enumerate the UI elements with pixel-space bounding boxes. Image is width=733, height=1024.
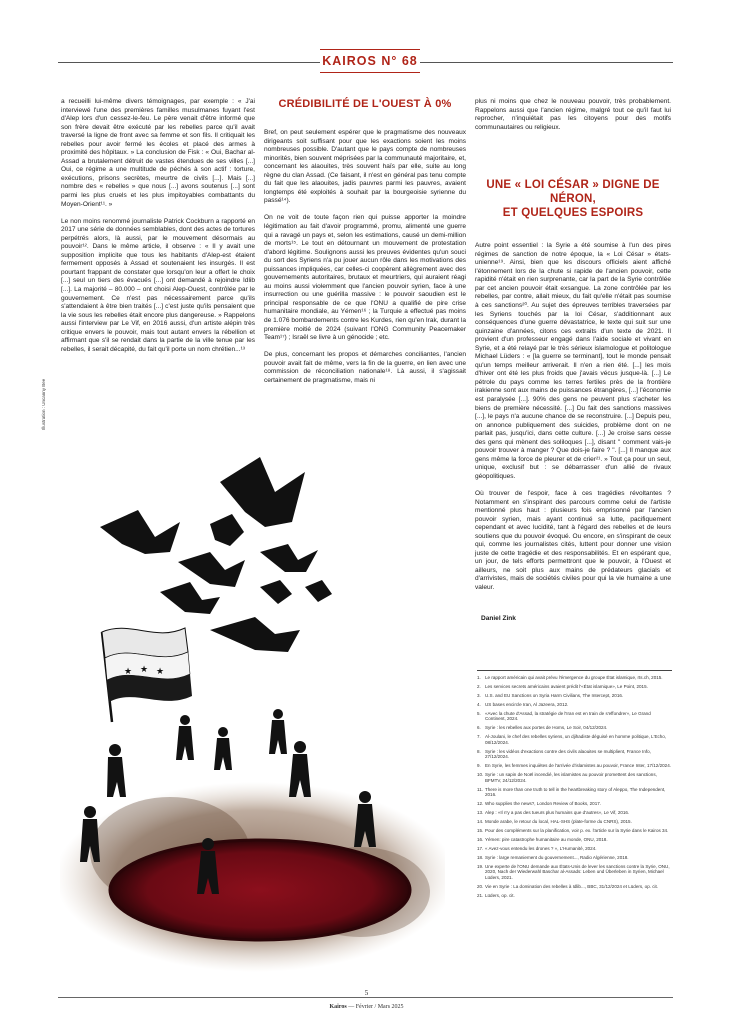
svg-text:★: ★ <box>124 667 133 677</box>
footnote-text: Al-Joulani, le chef des rebelles syriens, un djihadiste déguisé en homme politique, L'Echo, 08/12/2024. <box>485 734 667 745</box>
footnote-text: Syrie : les vidéos d'exactions contre des civils alaouites se multiplient, France Info, 27/12/2024. <box>485 748 651 760</box>
footnote-number: 7. <box>477 734 481 740</box>
footnote-number: 10. <box>477 772 484 778</box>
footnote-text: Pour des compléments sur la planification, voir p. ex. l'article sur la Syrie dans le Kairos 34. <box>485 827 669 833</box>
footnote <box>477 702 672 708</box>
header-rule-right <box>420 62 673 63</box>
illustration-crows-flag <box>60 452 445 972</box>
footnote-number: 3. <box>477 692 481 698</box>
footnote-number: 20. <box>477 883 484 889</box>
footnote-number: 2. <box>477 683 481 689</box>
footnote-text: En Syrie, les femmes inquiètes de l'arrivée d'islamistes au pouvoir, France Inter, 17/12/2024. <box>485 763 671 769</box>
paragraph: Autre point essentiel : la Syrie a été soumise à l'un des pires régimes de sanction de notre époque, la « Loi César » états-unienne¹⁹. Ainsi, bien que les discours officiels aient affiché l'étonnement lors de la chute si rapide de l'ancien pouvoir, cette rapidité n'était en rien surprenante, car la part de la Syrie contrôlée par cet ancien pouvoir était exsangue. La zone contrôlée par les rebelles, par contre, allait mieux, du fait qu'elle n'était pas soumise à ces sanctions²⁰. Au sujet des épreuves terribles traversées par les Syriens touchés par la loi César, s'additionnant aux conséquences d'une guerre dévastatrice, le texte qui suit sur une quinzaine d'années, citons ces extraits d'un texte de 2021. Il provient d'un professeur engagé dans l'aide sociale et vivant en Syrie, et a été relayé par le très sérieux islamologue et politologue Michael Lüders : « [la guerre se terminant], tout le monde pensait qu'un temps meilleur arriverait. Il n'en a rien été. [...] les mois d'hiver ont été les plus froids que j'avais vécus jusque-là. [...] Le pétrole du pays comme les terres fertiles près de la frontière irakienne sont aux mains de puissances étrangères, [...] l'économie est paralysée [...]. 90% des gens ne peuvent plus s'acheter les biens de première nécessité. [...] Du fait des sanctions massives [...], le pays n'a aucune chance de se reconstruire. [...] Depuis peu, on annonce publiquement des suicides, problème dont on ne parlait pas, jusqu'ici, dans cette culture. [...] Je croise sans cesse des gens qui mènent des soliloques [...], disant " comment vais-je pouvoir trouver à manger ? Que dois-je faire ? ". [...] Il manque aux gens même la force de pleurer et de crier²¹. » Tout ça pour un seul, unique, exclusif but : se débarrasser d'un allié de rivaux géopolitiques. <box>475 242 671 480</box>
footnote <box>477 772 672 783</box>
footnote-number: 13. <box>477 810 484 816</box>
footnote <box>477 819 672 825</box>
footnote-number: 9. <box>477 763 481 769</box>
footnote <box>477 734 672 745</box>
paragraph: a recueilli lui-même divers témoignages, par exemple : « J'ai interviewé l'une des premières familles musulmanes fuyant l'est d'Alep lors d'un cessez-le-feu. Le père venait d'être informé que son frère devait être exécuté par les rebelles parce qu'il avait traversé la ligne de front avec sa femme et son fils. Il critiquait les rebelles pour avoir fermé les écoles et placé des armes à proximité des hôpitaux. » La conclusion de Fisk : « Oui, Bachar al-Assad a brutalement détruit de vastes étendues de ses villes [...] Oui, ce régime a une multitude de péchés à son actif : torture, exécutions, prisons secrètes, meurtre de civils [...]. Mais [...] nombre des « rebelles » que nous [...] avons soutenus [...] sont parmi les plus cruels et les plus impitoyables combattants du Moyen-Orient¹¹. » <box>61 98 255 208</box>
footnote <box>477 684 672 690</box>
syrian-flag <box>102 628 192 722</box>
footnote-text: Syrie : large remaniement du gouvernement..., Radio Algérienne, 2018. <box>485 854 629 860</box>
footnote-number: 18. <box>477 854 484 860</box>
footnote <box>477 801 672 807</box>
footnote <box>477 893 672 899</box>
footnote-number: 4. <box>477 701 481 707</box>
footnote-text: Les services secrets américains avaient prédit l'«État islamique», Le Point, 2015. <box>485 683 648 689</box>
paragraph: Où trouver de l'espoir, face à ces tragédies révoltantes ? Notamment en s'inspirant des parcours comme celui de l'artiste mentionné plus haut : plusieurs fois emprisonné par l'ancien pouvoir syrien, mais ayant continué sa lutte, pacifiquement cependant et avec lucidité, tant à l'égard des rebelles et de leurs soutiens que du pouvoir évoqué. Ou encore, en s'inspirant de ceux qui, comme les journalistes cités, luttent pour donner une vision juste de cette tragédie et des responsabilités. Et en espérant que, un jour, de tels efforts permettront que le pouvoir, à l'Ouest et ailleurs, ne soit plus aux mains de prédateurs glacials et d'arrivistes, mais de sociétés civiles pour qui la vie humaine a une valeur. <box>475 490 671 592</box>
column-2 <box>264 98 466 394</box>
footnote-text: Vie en Syrie : La domination des rebelles à Idlib..., BBC, 31/12/2024 et Lüders, op. cit. <box>485 883 659 889</box>
footnote-number: 11. <box>477 786 483 792</box>
section-heading <box>475 178 671 220</box>
publication-name: Kairos <box>329 1004 347 1010</box>
footnote-text: US bases encircle Iran, Al Jazeera, 2012. <box>485 701 569 707</box>
footnote <box>477 884 672 890</box>
footnote-number: 15. <box>477 827 484 833</box>
footnote <box>477 828 672 834</box>
footnote <box>477 837 672 843</box>
footnote <box>477 763 672 769</box>
heading-line: ET QUELQUES ESPOIRS <box>502 207 644 220</box>
footnote-text: Une experte de l'ONU demande aux États-Unis de lever les sanctions contre la Syrie, ONU, 2020, Nach der Wiederwahl Baschar al-Assads: Leben und Überleben in Syrien, Michael Lüders, 2021. <box>485 863 670 880</box>
footnote-text: Lüders, op. cit. <box>485 892 515 898</box>
crow-icon <box>260 544 318 572</box>
illustration-credit: Illustration : Uncanny Bee <box>41 378 46 430</box>
footnote-text: Syrie : les rebelles aux portes de Homs, Le Soir, 04/12/2024. <box>485 725 608 731</box>
paragraph: On ne voit de toute façon rien qui puisse apporter la moindre légitimation au fait d'avoir programmé, promu, alimenté une guerre qui a ravagé un pays et, selon les estimations, causé un demi-million de morts¹⁵. Le tout en détournant un mouvement de protestation d'abord légitime. Soulignons aussi les preuves évidentes qu'un souci du sort des Syriens n'a pu jouer aucun rôle dans les motivations des puissances impliquées, car celles-ci coopèrent allègrement avec des gouvernements autoritaires, brutaux et meurtriers, qui auraient réagi au moins aussi violemment que l'ancien pouvoir syrien, face à une insurrection ou une guérilla massive : le pouvoir saoudien est le principal responsable de ce que l'ONU a qualifié de pire crise humanitaire mondiale, au Yémen¹⁶ ; la Turquie a effectué pas moins de 1.076 bombardements contre les Kurdes, rien qu'en Irak, durant la première moitié de 2024 (suivant l'ONG Community Peacemaker Team¹⁷) ; Israël se livre à un génocide ; etc. <box>264 214 466 342</box>
paragraph: Bref, on peut seulement espérer que le pragmatisme des nouveaux dirigeants soit suffisant pour que les exactions soient les moins nombreuses possible. D'autant que le pays compte de nombreuses minorités, bien souvent méprisées par la communauté majoritaire, et, concernant les alaouites, très souvent haïs par elle, suite au long règne du clan Assad. (Ce faisant, il n'est en général pas tenu compte du fait que les alaouites, jadis pauvres parmi les pauvres, avaient longtemps été exploités à souhait par la bourgeoisie syrienne du passé¹⁴). <box>264 129 466 205</box>
footnote-text: «Avec la chute d'Assad, la stratégie de l'Iran est en train de s'effondrer», Le Grand Continent, 2024. <box>485 710 651 722</box>
footnote-text: Alep : «Il n'y a pas des tueurs plus humains que d'autres», Le Vif, 2016. <box>485 810 630 816</box>
svg-text:★: ★ <box>140 665 149 675</box>
footnotes <box>477 670 672 902</box>
crow-icon <box>178 552 245 587</box>
crow-icon <box>160 582 220 614</box>
figure <box>176 715 194 760</box>
footnote-number: 8. <box>477 748 481 754</box>
crow-icon <box>305 580 332 602</box>
figure <box>214 727 232 770</box>
footnote-text: Who supplies the news?, London Review of Books, 2017. <box>485 801 602 807</box>
page-number-wrap <box>0 989 733 997</box>
figure <box>107 744 126 797</box>
paragraph: De plus, concernant les propos et démarches conciliantes, l'ancien pouvoir avait fait de même, vers la fin de la guerre, en lien avec une commission de réconciliation nationale¹⁸. Là aussi, il s'agissait certainement de pragmatisme, mais ni <box>264 351 466 384</box>
footnote <box>477 675 672 681</box>
crow-icon <box>260 580 292 604</box>
footnote <box>477 855 672 861</box>
column-3 <box>475 98 671 623</box>
footnote-number: 5. <box>477 710 481 716</box>
footnote-text: Syrie : un sapin de Noël incendié, les islamistes au pouvoir promettent des sanctions, BFMTV, 24/12/2024. <box>485 772 657 783</box>
footnote-number: 19. <box>477 863 484 869</box>
footnote-number: 14. <box>477 819 484 825</box>
column-1 <box>61 98 255 363</box>
footnote <box>477 711 672 722</box>
crow-icon <box>210 514 244 546</box>
footnote-number: 16. <box>477 836 484 842</box>
heading-line: UNE « LOI CÉSAR » DIGNE DE NÉRON, <box>486 179 660 206</box>
footnote <box>477 810 672 816</box>
footnote-text: Monde arabe, le retour du local, HAL-SHS (plate-forme du CNRS), 2015. <box>485 819 632 825</box>
svg-text:★: ★ <box>156 667 165 677</box>
paragraph: Le non moins renommé journaliste Patrick Cockburn a rapporté en 2017 une série de données semblables, dont des actes de tortures perpétrés alors, là aussi, par le mouvement désormais au pouvoir¹². Dans le même article, il observe : « Il y avait une supposition implicite que tous les habitants d'Alep-est étaient fermement opposés à Assad et soutenaient les insurgés. Il est pourtant frappant de constater que lorsqu'on leur a offert le choix [...] seul un tiers des évacués [...] ont demandé à rejoindre Idlib [...]. La majorité – 80.000 – ont choisi Alep-Ouest, contrôlée par le gouvernement. Ce n'est pas nécessairement parce qu'ils s'attendaient à être bien traités [...] c'est juste qu'ils pensaient que la vie sous les rebelles était encore plus dangereuse. » Rappelons aussi l'interview par Le Vif, en 2016 aussi, d'un artiste alépin très critique envers le pouvoir, mais tout autant envers la rébellion et affirmant que s'il se rendait dans la partie de la ville tenue par les rebelles, il serait décapité, du fait qu'il porte un nom chrétien...¹³ <box>61 217 255 353</box>
footnote-number: 6. <box>477 725 481 731</box>
footnote-text: U.S. and EU Sanctions on Syria Harm Civilians, The Intercept, 2016. <box>485 692 624 698</box>
footnote <box>477 864 672 881</box>
footnote-number: 12. <box>477 801 484 807</box>
footnote <box>477 693 672 699</box>
issue-date: — Février / Mars 2025 <box>348 1004 404 1010</box>
footnote-text: Le rapport américain qui avait prévu l'émergence du groupe État islamique, rts.ch, 2015. <box>485 675 663 680</box>
footnote-number: 17. <box>477 845 484 851</box>
footnote-number: 1. <box>477 675 481 680</box>
footnote <box>477 725 672 731</box>
footnote-text: There is more than one truth to tell in the heartbreaking story of Aleppo, The Independent, 2016. <box>485 786 666 798</box>
footnote-number: 21. <box>477 892 484 898</box>
page-number: 5 <box>361 989 373 997</box>
footnote <box>477 787 672 798</box>
figure <box>269 709 287 754</box>
footnote-text: « Avez-vous entendu les drones ? », L'Humanité, 2024. <box>485 845 597 851</box>
masthead: KAIROS N° 68 <box>320 48 420 74</box>
footer-rule <box>58 997 673 998</box>
blood-pool <box>110 840 410 940</box>
footnote-text: Yémen: pire catastrophe humanitaire au monde, ONU, 2018. <box>485 836 608 842</box>
footer-line <box>0 1004 733 1010</box>
header-rule-left <box>58 62 320 63</box>
author-signature: Daniel Zink <box>481 614 516 622</box>
crow-icon <box>210 617 300 652</box>
paragraph: plus ni moins que chez le nouveau pouvoir, très probablement. Rappelons aussi que l'ancien régime, malgré tout ce qu'il faut lui reprocher, n'inquiétait pas les citoyens pour des motifs communautaires ou religieux. <box>475 98 671 131</box>
crows <box>100 457 332 652</box>
footnote <box>477 749 672 760</box>
section-heading: CRÉDIBILITÉ DE L'OUEST À 0% <box>278 98 452 110</box>
footnote <box>477 846 672 852</box>
crow-icon <box>100 510 180 554</box>
